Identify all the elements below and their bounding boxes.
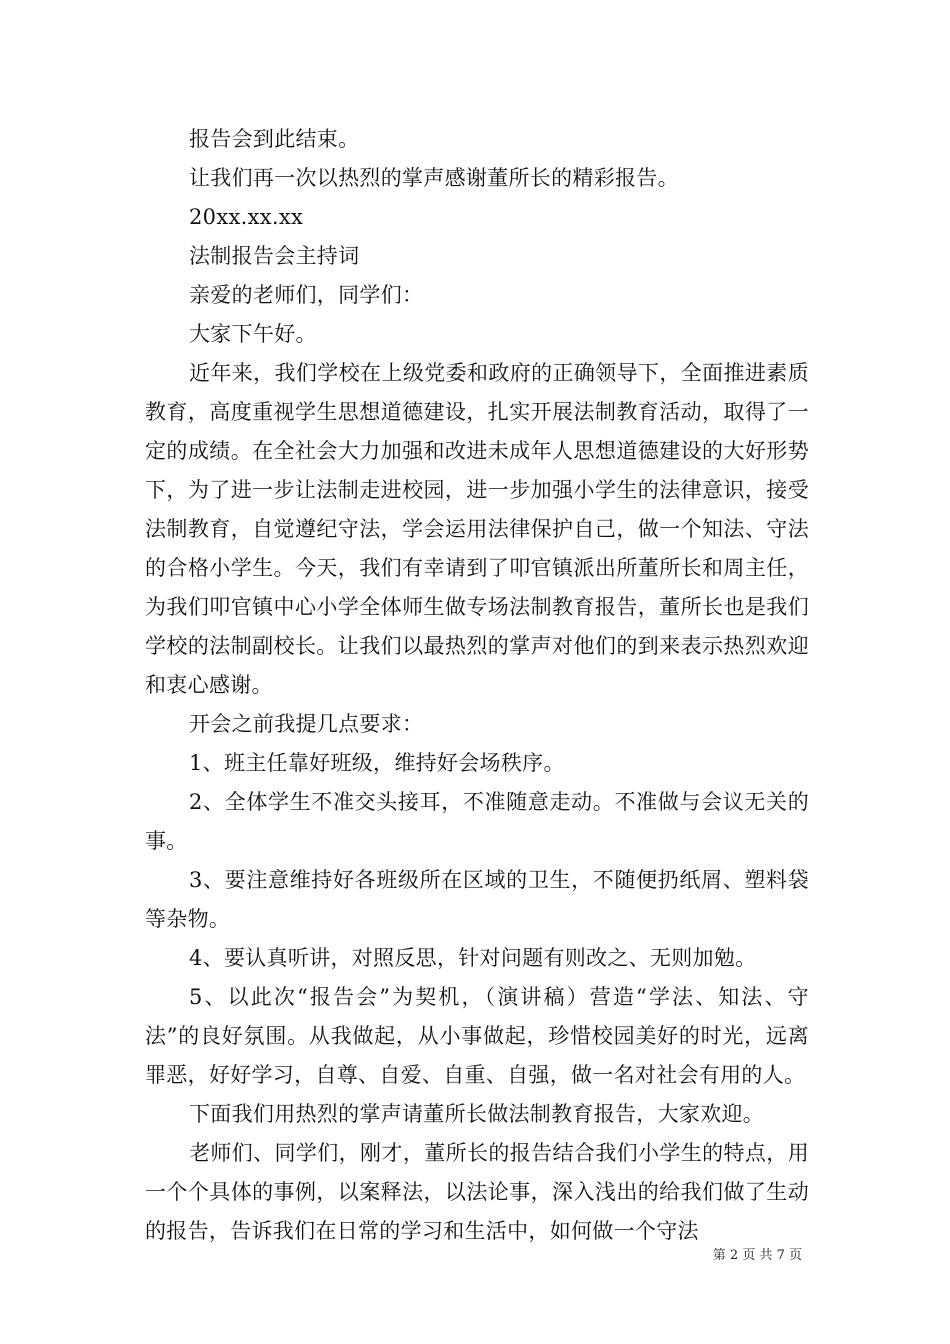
paragraph-closing-remark: 报告会到此结束。 [189,127,360,151]
paragraph-introduction: 近年来，我们学校在上级党委和政府的正确领导下，全面推进素质教育，高度重视学生思想道德建设，扎实开展法制教育活动，取得了一定的成绩。在全社会大力加强和改进未成年人思想道德建设的大好形势下，为了进一步让法制走进校园，进一步加强小学生的法律意识，接受法制教育，自觉遵纪守法，学会运用法律保护自己，做一个知法、守法的合格小学生。今天，我们有幸请到了叩官镇派出所董所长和周主任，为我们叩官镇中心小学全体师生做专场法制教育报告，董所长也是我们学校的法制副校长。让我们以最热烈的掌声对他们的到来表示热烈欢迎和衷心感谢。 [145,361,809,697]
paragraph-thanks: 让我们再一次以热烈的掌声感谢董所长的精彩报告。 [189,166,679,190]
page-number: 第 2 页 共 7 页 [712,1248,802,1263]
section-title: 法制报告会主持词 [189,244,360,268]
document-body [145,120,809,1251]
requirement-item-3: 3、要注意维持好各班级所在区域的卫生，不随便扔纸屑、塑料袋等杂物。 [145,868,809,931]
paragraph-summary: 老师们、同学们，刚才，董所长的报告结合我们小学生的特点，用一个个具体的事例，以案释法，以法论事，深入浅出的给我们做了生动的报告，告诉我们在日常的学习和生活中，如何做一个守法 [145,1141,809,1243]
paragraph-requirements-lead: 开会之前我提几点要求： [189,712,424,736]
requirement-item-2: 2、全体学生不准交头接耳，不准随意走动。不准做与会议无关的事。 [145,790,809,853]
paragraph-invitation: 下面我们用热烈的掌声请董所长做法制教育报告，大家欢迎。 [189,1102,765,1126]
requirement-item-4: 4、要认真听讲，对照反思，针对问题有则改之、无则加勉。 [189,946,757,970]
requirement-item-1: 1、班主任靠好班级，维持好会场秩序。 [189,751,565,775]
paragraph-greeting: 大家下午好。 [189,322,317,346]
requirement-item-5: 5、以此次“报告会”为契机，（演讲稿）营造“学法、知法、守法”的良好氛围。从我做起，从小事做起，珍惜校园美好的时光，远离罪恶，好好学习，自尊、自爱、自重、自强，做一名对社会有用的人。 [145,985,809,1087]
paragraph-date: 20xx.xx.xx [189,205,304,229]
paragraph-salutation: 亲爱的老师们，同学们： [189,283,424,307]
